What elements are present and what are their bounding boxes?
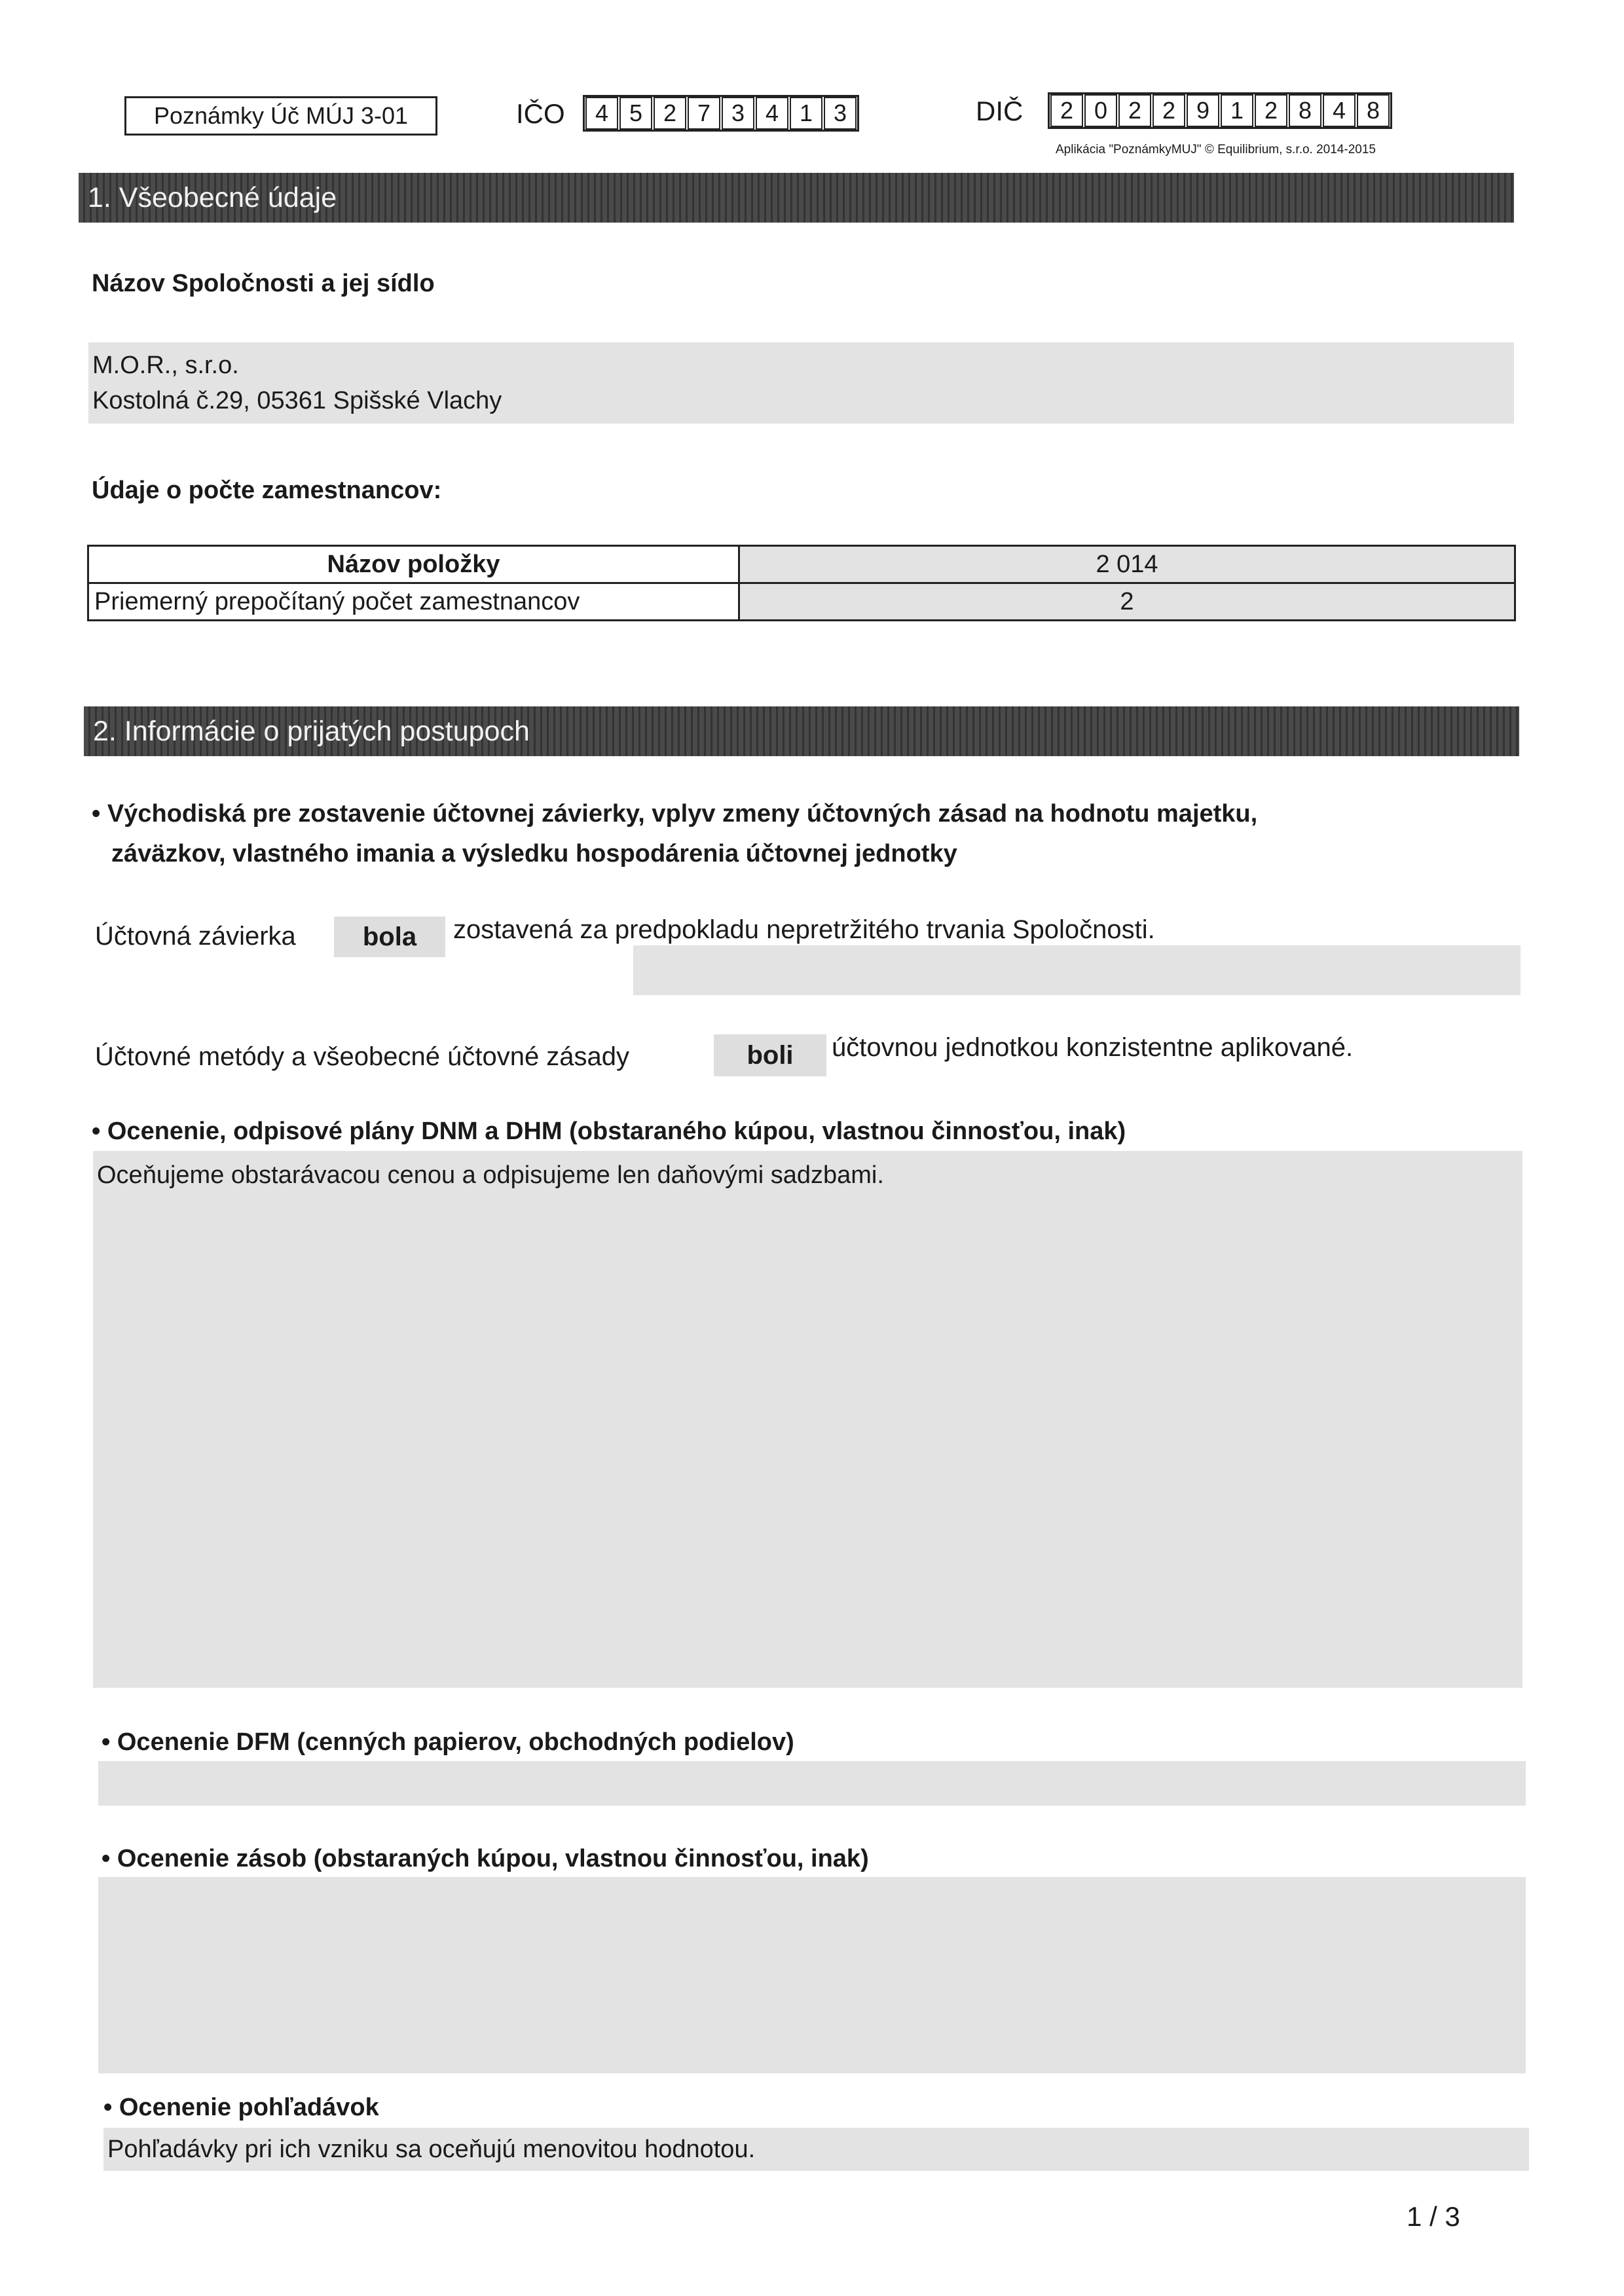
statement-1-prefix: Účtovná závierka: [95, 922, 296, 951]
bullet-4: [101, 1845, 869, 1873]
statement-1-value: bola: [334, 917, 445, 957]
bullet-3-label: Ocenenie DFM (cenných papierov, obchodných podielov): [117, 1728, 794, 1756]
ico-label: IČO: [516, 98, 565, 129]
table-row: [88, 583, 1515, 621]
digit-cell: 2: [654, 97, 686, 130]
digit-cell: 4: [585, 97, 618, 130]
bullet-4-label: Ocenenie zásob (obstaraných kúpou, vlastnou činnosťou, inak): [117, 1845, 869, 1872]
digit-cell: 2: [1153, 94, 1185, 127]
table-row-label: Priemerný prepočítaný počet zamestnancov: [88, 583, 739, 621]
statement-2-suffix: účtovnou jednotkou konzistentne aplikované.: [832, 1033, 1354, 1062]
bullet-2-label: Ocenenie, odpisové plány DNM a DHM (obstaraného kúpou, vlastnou činnosťou, inak): [107, 1118, 1126, 1145]
bullet-1-line1: Východiská pre zostavenie účtovnej závierky, vplyv zmeny účtovných zásad na hodnotu majetku,: [107, 800, 1258, 828]
form-code: Poznámky Úč MÚJ 3-01: [153, 102, 409, 129]
bullet-3: [101, 1728, 794, 1757]
dfm-field: [98, 1761, 1526, 1806]
statement-2-prefix: Účtovné metódy a všeobecné účtovné zásady: [95, 1042, 630, 1071]
bullet-icon: •: [92, 1118, 107, 1145]
digit-cell: 5: [619, 97, 652, 130]
dic-field: [1048, 92, 1392, 129]
bullet-5-label: Ocenenie pohľadávok: [119, 2094, 379, 2121]
digit-cell: 3: [824, 97, 857, 130]
section-1-title: 1. Všeobecné údaje: [88, 181, 337, 213]
receivables-field: [103, 2128, 1529, 2171]
section-1-banner: [79, 173, 1514, 223]
statement-1-suffix: zostavená za predpokladu nepretržitého trvania Spoločnosti.: [453, 915, 1155, 944]
digit-cell: 1: [790, 97, 822, 130]
statement-2-value: boli: [714, 1034, 826, 1076]
digit-cell: 8: [1357, 94, 1390, 127]
digit-cell: 2: [1255, 94, 1287, 127]
bullet-icon: •: [92, 800, 107, 828]
bullet-1-line2: záväzkov, vlastného imania a výsledku hospodárenia účtovnej jednotky: [111, 840, 957, 867]
ico-field: [583, 95, 859, 132]
bullet-1: [92, 800, 1257, 828]
app-credit: Aplikácia "PoznámkyMUJ" © Equilibrium, s.r.o. 2014-2015: [1056, 143, 1376, 156]
statement-1-extra-field: [633, 945, 1521, 995]
digit-cell: 8: [1289, 94, 1321, 127]
company-info-field: [88, 342, 1514, 424]
section-2-title: 2. Informácie o prijatých postupoch: [93, 715, 530, 747]
section-2-banner: [84, 706, 1519, 756]
bullet-icon: •: [101, 1845, 117, 1872]
table-year: 2 014: [739, 546, 1515, 583]
bullet-icon: •: [103, 2094, 119, 2121]
table-row-value: 2: [739, 583, 1515, 621]
form-code-box: [124, 96, 437, 136]
employees-heading: Údaje o počte zamestnancov:: [92, 477, 442, 504]
company-address: Kostolná č.29, 05361 Spišské Vlachy: [92, 387, 502, 414]
bullet-5: [103, 2094, 379, 2122]
digit-cell: 2: [1118, 94, 1151, 127]
receivables-text: Pohľadávky pri ich vzniku sa oceňujú menovitou hodnotou.: [107, 2136, 756, 2163]
dic-label: DIČ: [976, 96, 1024, 126]
digit-cell: 4: [1323, 94, 1356, 127]
bullet-icon: •: [101, 1728, 117, 1756]
inventory-field: [98, 1877, 1526, 2073]
page-number: 1 / 3: [1407, 2201, 1460, 2232]
digit-cell: 1: [1221, 94, 1253, 127]
depreciation-field: [93, 1151, 1522, 1688]
digit-cell: 3: [722, 97, 754, 130]
digit-cell: 9: [1187, 94, 1219, 127]
bullet-2: [92, 1118, 1126, 1146]
digit-cell: 0: [1084, 94, 1117, 127]
depreciation-text: Oceňujeme obstarávacou cenou a odpisujeme len daňovými sadzbami.: [97, 1161, 884, 1189]
employees-table: [87, 545, 1516, 621]
table-row: [88, 546, 1515, 583]
digit-cell: 2: [1050, 94, 1083, 127]
digit-cell: 7: [688, 97, 720, 130]
table-col-header: Názov položky: [88, 546, 739, 583]
company-name: M.O.R., s.r.o.: [92, 352, 239, 379]
digit-cell: 4: [756, 97, 788, 130]
company-heading: Názov Spoločnosti a jej sídlo: [92, 270, 435, 297]
